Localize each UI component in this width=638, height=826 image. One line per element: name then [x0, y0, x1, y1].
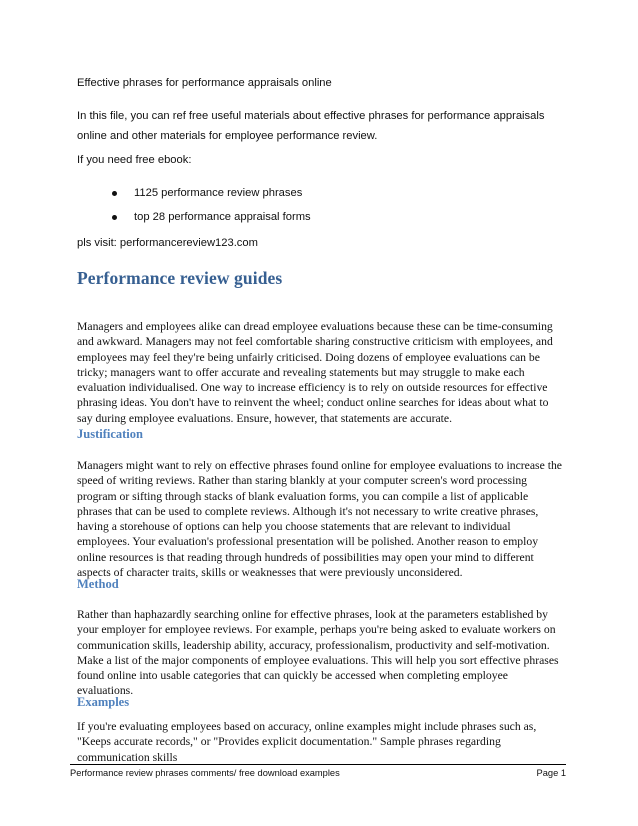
bullet-icon — [112, 215, 117, 220]
ebook-prompt: If you need free ebook: — [77, 154, 192, 166]
intro-paragraph: In this file, you can ref free useful materials about effective phrases for performance appraisals online and other materials for employee performance review. — [77, 110, 545, 142]
bullet-icon — [112, 191, 117, 196]
intro-title: Effective phrases for performance appraisals online — [77, 77, 332, 89]
section-body-examples: If you're evaluating employees based on accuracy, online examples might include phrases such as, "Keeps accurate records," or "Provides explicit documentation." Sample phrases regarding communication skills — [77, 720, 537, 764]
section-heading-justification: Justification — [77, 427, 143, 441]
ebook-list — [112, 182, 311, 230]
list-item-text: top 28 performance appraisal forms — [134, 211, 311, 223]
intro-body: Managers and employees alike can dread employee evaluations because these can be time-consuming and awkward. Managers may not feel comfortable sharing constructive criticism with employees, and employees may feel they're being unfairly criticised. Doing dozens of employee evaluations can be tricky; managers want to offer accurate and revealing statements but may struggle to make each evaluation individualised. One way to increase efficiency is to rely on outside resources for effective phrasing ideas. You don't have to reinvent the wheel; conduct online searches for ideas about what to say during employee evaluations. Ensure, however, that statements are accurate. — [77, 320, 553, 425]
page-number: Page 1 — [536, 768, 566, 778]
list-item-text: 1125 performance review phrases — [134, 187, 303, 199]
footer-title: Performance review phrases comments/ free download examples — [70, 768, 340, 778]
visit-link-text: pls visit: performancereview123.com — [77, 237, 258, 249]
page-footer — [70, 764, 566, 778]
list-item — [112, 206, 311, 230]
list-item — [112, 182, 311, 206]
main-heading: Performance review guides — [77, 268, 283, 288]
section-heading-method: Method — [77, 577, 119, 591]
section-heading-examples: Examples — [77, 695, 130, 709]
section-body-justification: Managers might want to rely on effective phrases found online for employee evaluations to increase the speed of writing reviews. Rather than staring blankly at your computer screen's word processing program or sifting through stacks of blank evaluation forms, you can compile a list of applicable phrases that can be used to complete reviews. Although it's not necessary to write creative phrases, having a storehouse of options can help you choose statements that are relevant to individual employees. Your evaluation's professional presentation will be polished. Another reason to employ online resources is that reading through hundreds of possibilities may open your mind to different aspects of character traits, skills or weaknesses that were previously unconsidered. — [77, 459, 562, 580]
section-body-method: Rather than haphazardly searching online for effective phrases, look at the parameters established by your employer for employee reviews. For example, perhaps you're being asked to evaluate workers on communication skills, leadership ability, accuracy, professionalism, productivity and self-motivation. Make a list of the major components of employee evaluations. This will help you sort effective phrases found online into usable categories that can quickly be accessed when completing employee evaluations. — [77, 608, 559, 698]
